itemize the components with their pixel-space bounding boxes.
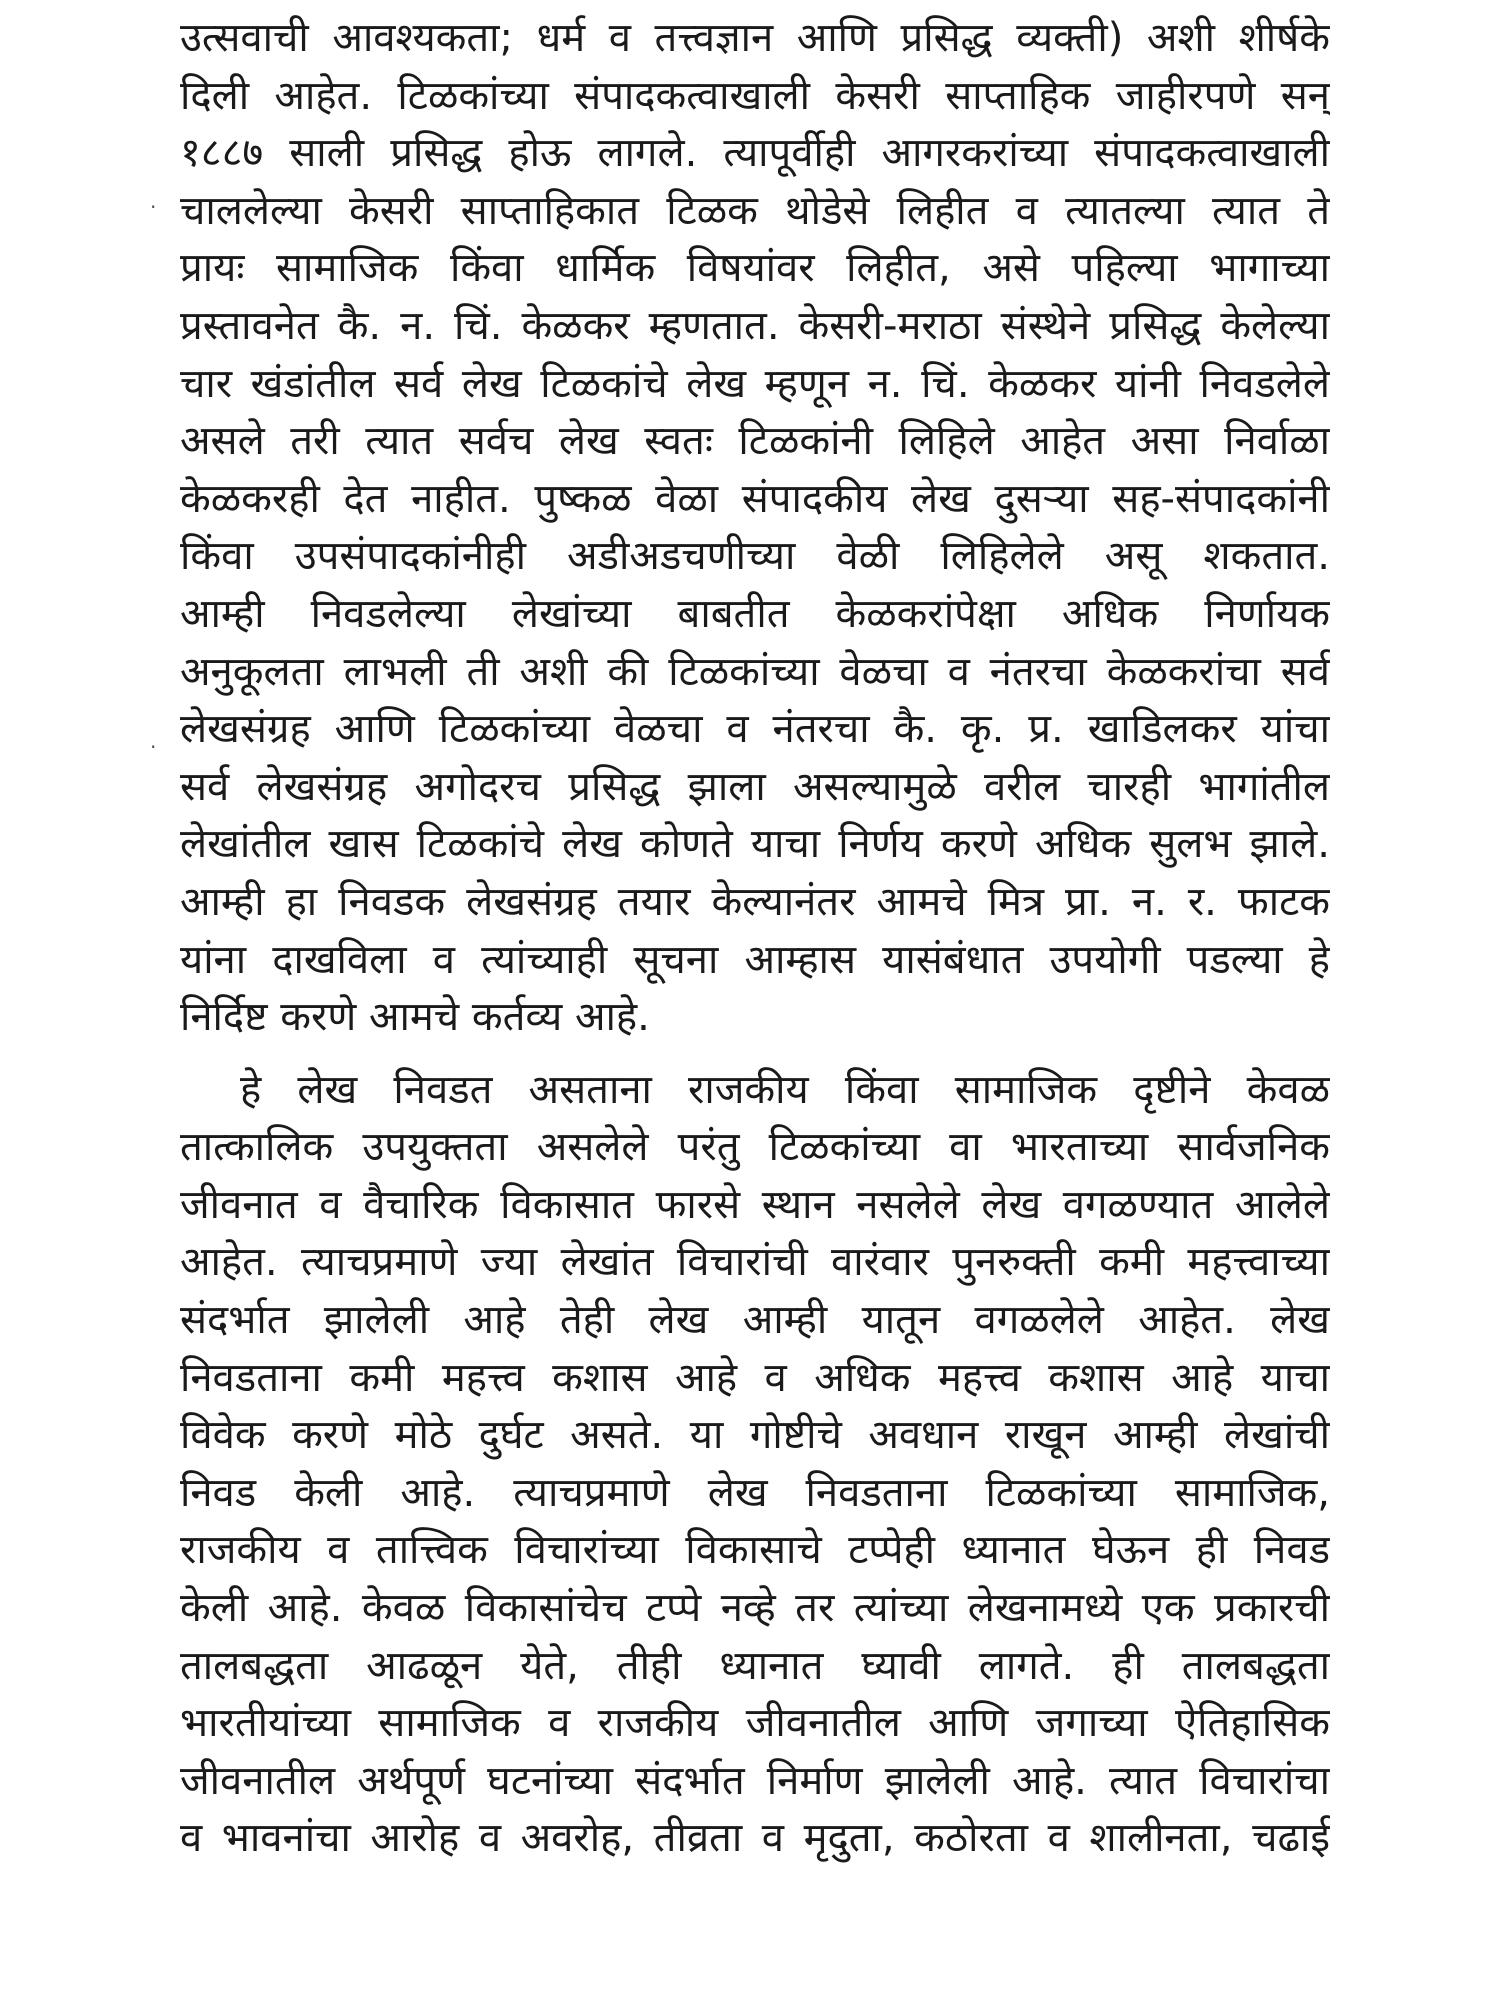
text-line: लेखसंग्रह आणि टिळकांच्या वेळचा व नंतरचा कै. कृ. प्र. खाडिलकर यांचा [180,706,1330,753]
text-line: असले तरी त्यात सर्वच लेख स्वतः टिळकांनी लिहिले आहेत असा निर्वाळा [180,418,1330,465]
text-line: यांना दाखविला व त्यांच्याही सूचना आम्हास यासंबंधात उपयोगी पडल्या हे [180,936,1330,983]
text-line: जीवनात व वैचारिक विकासात फारसे स्थान नसलेले लेख वगळण्यात आलेले [180,1181,1330,1228]
text-line: आम्ही निवडलेल्या लेखांच्या बाबतीत केळकरांपेक्षा अधिक निर्णायक [180,590,1330,637]
text-line: प्रायः सामाजिक किंवा धार्मिक विषयांवर लिहीत, असे पहिल्या भागाच्या [180,245,1330,292]
text-line: किंवा उपसंपादकांनीही अडीअडचणीच्या वेळी लिहिलेले असू शकतात. [180,533,1330,580]
body-text [180,10,1330,1868]
text-line: आम्ही हा निवडक लेखसंग्रह तयार केल्यानंतर आमचे मित्र प्रा. न. र. फाटक [180,878,1330,925]
text-line: निर्दिष्ट करणे आमचे कर्तव्य आहे. [180,994,650,1041]
text-line: प्रस्तावनेत कै. न. चिं. केळकर म्हणतात. केसरी-मराठा संस्थेने प्रसिद्ध केलेल्या [180,302,1330,349]
text-line: हे लेख निवडत असताना राजकीय किंवा सामाजिक दृष्टीने केवळ [240,1066,1330,1113]
text-line: १८८७ साली प्रसिद्ध होऊ लागले. त्यापूर्वीही आगरकरांच्या संपादकत्वाखाली [180,130,1330,177]
text-line: जीवनातील अर्थपूर्ण घटनांच्या संदर्भात निर्माण झालेली आहे. त्यात विचारांचा [180,1757,1330,1804]
text-line: लेखांतील खास टिळकांचे लेख कोणते याचा निर्णय करणे अधिक सुलभ झाले. [180,821,1330,868]
text-line: केळकरही देत नाहीत. पुष्कळ वेळा संपादकीय लेख दुसऱ्या सह-संपादकांनी [180,475,1330,522]
text-line: केली आहे. केवळ विकासांचेच टप्पे नव्हे तर त्यांच्या लेखनामध्ये एक प्रकारची [180,1585,1330,1632]
paragraph-1 [180,10,1330,1047]
paragraph-gap [180,1047,1330,1062]
text-line: निवडताना कमी महत्त्व कशास आहे व अधिक महत्त्व कशास आहे याचा [180,1354,1330,1401]
text-line: उत्सवाची आवश्यकता; धर्म व तत्त्वज्ञान आणि प्रसिद्ध व्यक्ती) अशी शीर्षके [180,15,1330,61]
text-line: सर्व लेखसंग्रह अगोदरच प्रसिद्ध झाला असल्यामुळे वरील चारही भागांतील [180,763,1330,810]
text-line: विवेक करणे मोठे दुर्घट असते. या गोष्टीचे अवधान राखून आम्ही लेखांची [180,1412,1330,1459]
text-line: तालबद्धता आढळून येते, तीही ध्यानात घ्यावी लागते. ही तालबद्धता [180,1642,1330,1689]
text-line: चाललेल्या केसरी साप्ताहिकात टिळक थोडेसे लिहीत व त्यातल्या त्यात ते [180,187,1330,234]
text-line: भारतीयांच्या सामाजिक व राजकीय जीवनातील आणि जगाच्या ऐतिहासिक [180,1700,1330,1747]
text-line: आहेत. त्याचप्रमाणे ज्या लेखांत विचारांची वारंवार पुनरुक्ती कमी महत्त्वाच्या [180,1239,1330,1286]
text-line: दिली आहेत. टिळकांच्या संपादकत्वाखाली केसरी साप्ताहिक जाहीरपणे सन् [180,72,1330,119]
text-line: संदर्भात झालेली आहे तेही लेख आम्ही यातून वगळलेले आहेत. लेख [180,1297,1330,1344]
text-line: निवड केली आहे. त्याचप्रमाणे लेख निवडताना टिळकांच्या सामाजिक, [180,1469,1330,1516]
scan-speck: · [150,735,157,759]
text-line: अनुकूलता लाभली ती अशी की टिळकांच्या वेळचा व नंतरचा केळकरांचा सर्व [180,648,1330,695]
text-line: व भावनांचा आरोह व अवरोह, तीव्रता व मृदुता, कठोरता व शालीनता, चढाई [180,1815,1330,1862]
text-line: चार खंडांतील सर्व लेख टिळकांचे लेख म्हणून न. चिं. केळकर यांनी निवडलेले [180,360,1330,407]
text-line: तात्कालिक उपयुक्तता असलेले परंतु टिळकांच्या वा भारताच्या सार्वजनिक [180,1124,1330,1171]
scan-speck: · [150,195,157,219]
paragraph-2 [180,1062,1330,1868]
text-line: राजकीय व तात्त्विक विचारांच्या विकासाचे टप्पेही ध्यानात घेऊन ही निवड [180,1527,1330,1574]
